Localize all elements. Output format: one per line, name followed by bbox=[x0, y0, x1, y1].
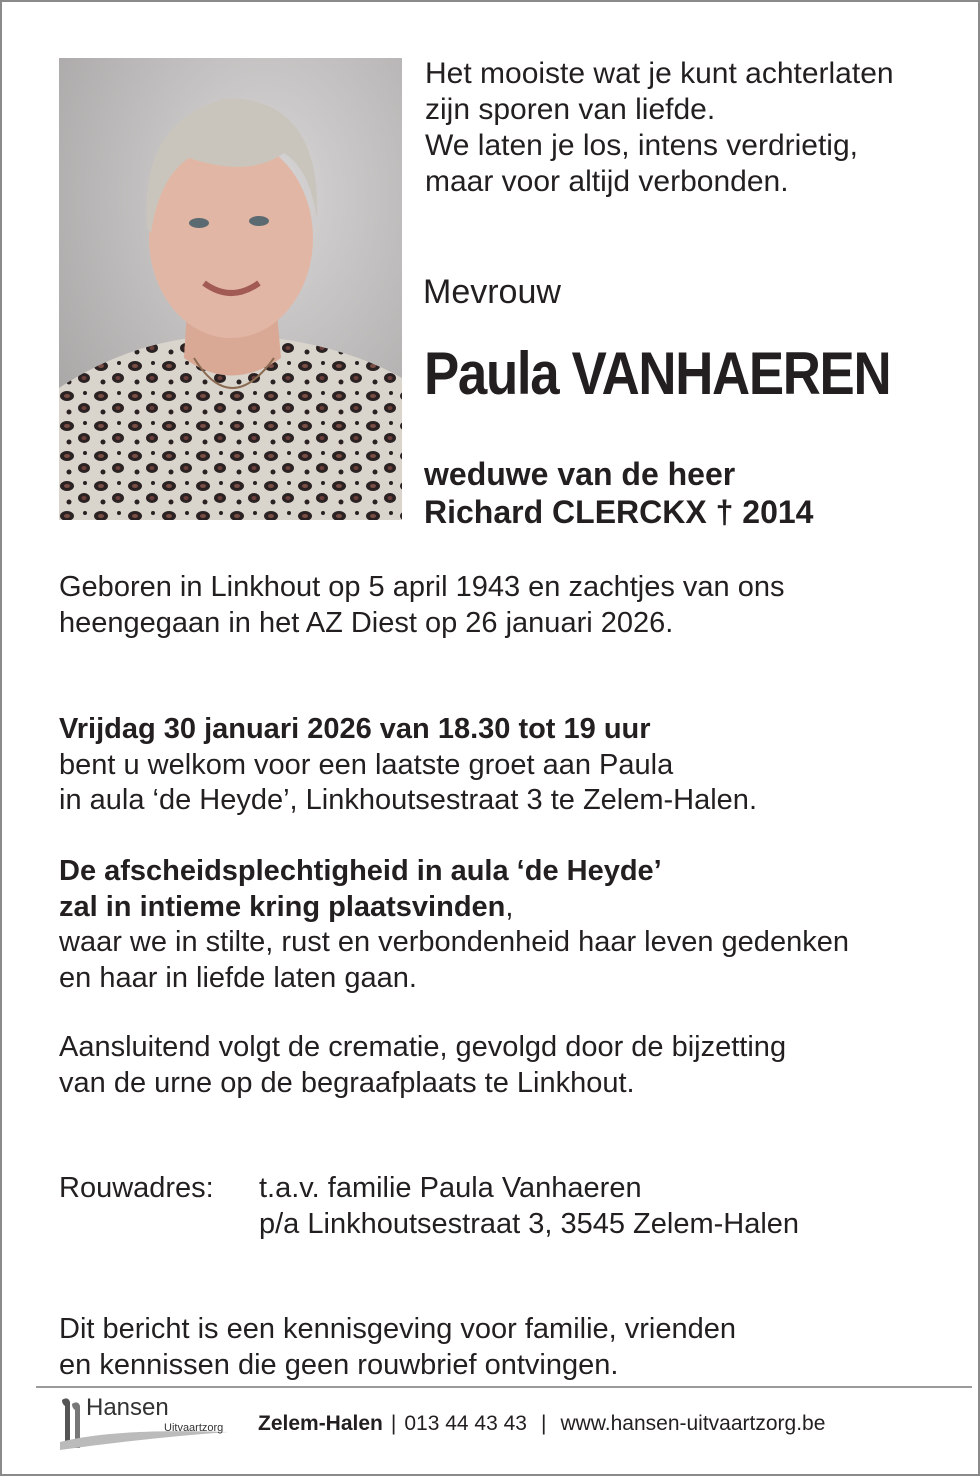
footer-location: Zelem-Halen bbox=[258, 1412, 383, 1435]
logo-subtitle: Uitvaartzorg bbox=[164, 1422, 224, 1434]
funeral-home-logo bbox=[56, 1392, 236, 1454]
visitation-section bbox=[59, 712, 757, 819]
notice-text bbox=[59, 1312, 736, 1383]
logo-name: Hansen bbox=[86, 1394, 169, 1421]
cremation-line: van de urne op de begraafplaats te Linkhout. bbox=[59, 1066, 635, 1099]
portrait-photo bbox=[59, 58, 402, 520]
widow-line: Richard CLERCKX † 2014 bbox=[424, 494, 814, 530]
notice-line: Dit bericht is een kennisgeving voor familie, vrienden bbox=[59, 1313, 737, 1345]
birth-death-line: Geboren in Linkhout op 5 april 1943 en zachtjes van ons bbox=[59, 571, 785, 603]
address-line: t.a.v. familie Paula Vanhaeren bbox=[259, 1172, 642, 1204]
poem-line: Het mooiste wat je kunt achterlaten bbox=[425, 57, 894, 90]
ceremony-comma: , bbox=[505, 890, 514, 923]
birth-death-text bbox=[59, 570, 785, 641]
cremation-text bbox=[59, 1030, 786, 1101]
address-block bbox=[259, 1170, 799, 1242]
salutation: Mevrouw bbox=[423, 273, 561, 311]
birth-death-line: heengegaan in het AZ Diest op 26 januari 2026. bbox=[59, 606, 674, 639]
visitation-line: in aula ‘de Heyde’, Linkhoutsestraat 3 te Zelem-Halen. bbox=[59, 784, 757, 816]
deceased-name: Paula VANHAEREN bbox=[424, 340, 891, 407]
address-label: Rouwadres: bbox=[59, 1172, 214, 1204]
footer-divider bbox=[36, 1386, 972, 1388]
ceremony-section bbox=[59, 854, 849, 996]
footer-separator: | bbox=[540, 1412, 547, 1435]
cremation-line: Aansluitend volgt de crematie, gevolgd door de bijzetting bbox=[59, 1031, 787, 1063]
footer-separator: | bbox=[390, 1412, 397, 1435]
ceremony-line: en haar in liefde laten gaan. bbox=[59, 961, 417, 994]
ceremony-line: waar we in stilte, rust en verbondenheid haar leven gedenken bbox=[59, 926, 849, 958]
address-line: p/a Linkhoutsestraat 3, 3545 Zelem-Halen bbox=[259, 1208, 800, 1240]
widow-of bbox=[424, 455, 813, 531]
poem-line: zijn sporen van liefde. bbox=[425, 93, 716, 126]
notice-line: en kennissen die geen rouwbrief ontvingen. bbox=[59, 1348, 619, 1381]
footer-contact bbox=[258, 1410, 825, 1438]
ceremony-heading: De afscheidsplechtigheid in aula ‘de Heyde’ bbox=[59, 855, 662, 887]
visitation-heading: Vrijdag 30 januari 2026 van 18.30 tot 19 uur bbox=[59, 713, 651, 745]
poem-line: maar voor altijd verbonden. bbox=[425, 165, 789, 198]
visitation-line: bent u welkom voor een laatste groet aan Paula bbox=[59, 748, 674, 781]
footer-phone[interactable]: 013 44 43 43 bbox=[404, 1412, 527, 1435]
ceremony-heading: zal in intieme kring plaatsvinden bbox=[59, 890, 506, 923]
widow-line: weduwe van de heer bbox=[424, 456, 736, 492]
poem-line: We laten je los, intens verdrietig, bbox=[425, 129, 858, 162]
poem bbox=[425, 56, 894, 200]
footer-website[interactable]: www.hansen-uitvaartzorg.be bbox=[560, 1412, 826, 1435]
